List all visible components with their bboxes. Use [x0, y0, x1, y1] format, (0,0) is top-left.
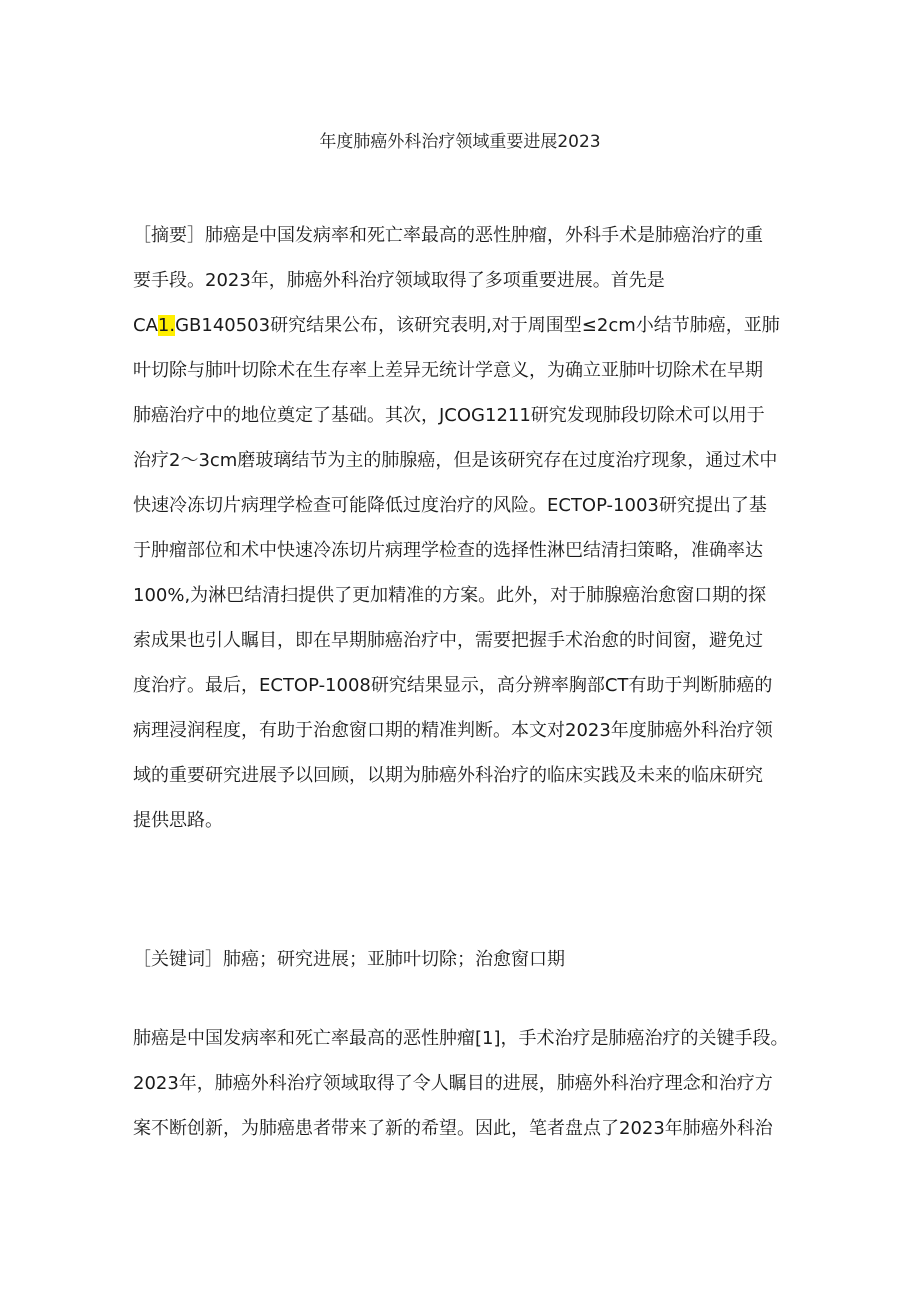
document-title: 年度肺癌外科治疗领域重要进展2023	[319, 132, 601, 152]
body-line: 肺癌是中国发病率和死亡率最高的恶性肿瘤[1]，手术治疗是肺癌治疗的关键手段。	[133, 1028, 789, 1049]
keywords-paragraph	[133, 937, 799, 982]
abstract-line: 域的重要研究进展予以回顾，以期为肺癌外科治疗的临床实践及未来的临床研究	[133, 765, 763, 786]
abstract-line: 度治疗。最后，ECTOP-1008研究结果显示，高分辨率胸部CT有助于判断肺癌的	[133, 675, 773, 696]
abstract-line: 病理浸润程度，有助于治愈窗口期的精准判断。本文对2023年度肺癌外科治疗领	[133, 720, 773, 741]
abstract-line: 肺癌治疗中的地位奠定了基础。其次，JCOG1211研究发现肺段切除术可以用于	[133, 405, 765, 426]
abstract-text: CA	[133, 315, 158, 336]
abstract-line: 100%,为淋巴结清扫提供了更加精准的方案。此外，对于肺腺癌治愈窗口期的探	[133, 585, 767, 606]
abstract-line: ［摘要］肺癌是中国发病率和死亡率最高的恶性肿瘤，外科手术是肺癌治疗的重	[133, 225, 763, 246]
abstract-line: 快速冷冻切片病理学检查可能降低过度治疗的风险。ECTOP-1003研究提出了基	[133, 495, 767, 516]
abstract-line: 要手段。2023年，肺癌外科治疗领域取得了多项重要进展。首先是	[133, 270, 665, 291]
abstract-line: 提供思路。	[133, 810, 223, 831]
abstract-line: 于肿瘤部位和术中快速冷冻切片病理学检查的选择性淋巴结清扫策略，准确率达	[133, 540, 763, 561]
body-paragraph	[133, 1016, 799, 1151]
abstract-line: 治疗2～3cm磨玻璃结节为主的肺腺癌，但是该研究存在过度治疗现象，通过术中	[133, 450, 778, 471]
body-line: 2023年，肺癌外科治疗领域取得了令人瞩目的进展，肺癌外科治疗理念和治疗方	[133, 1073, 773, 1094]
abstract-text: GB140503研究结果公布，该研究表明,对于周围型≤2cm小结节肺癌，亚肺	[175, 315, 780, 336]
abstract-line: 叶切除与肺叶切除术在生存率上差异无统计学意义，为确立亚肺叶切除术在早期	[133, 360, 763, 381]
keywords-line: ［关键词］肺癌；研究进展；亚肺叶切除；治愈窗口期	[133, 949, 565, 970]
abstract-line	[133, 303, 799, 348]
abstract-paragraph	[133, 213, 799, 843]
abstract-line: 索成果也引人瞩目，即在早期肺癌治疗中，需要把握手术治愈的时间窗，避免过	[133, 630, 763, 651]
text-highlight: 1.	[157, 315, 176, 336]
body-line: 案不断创新，为肺癌患者带来了新的希望。因此，笔者盘点了2023年肺癌外科治	[133, 1118, 773, 1139]
